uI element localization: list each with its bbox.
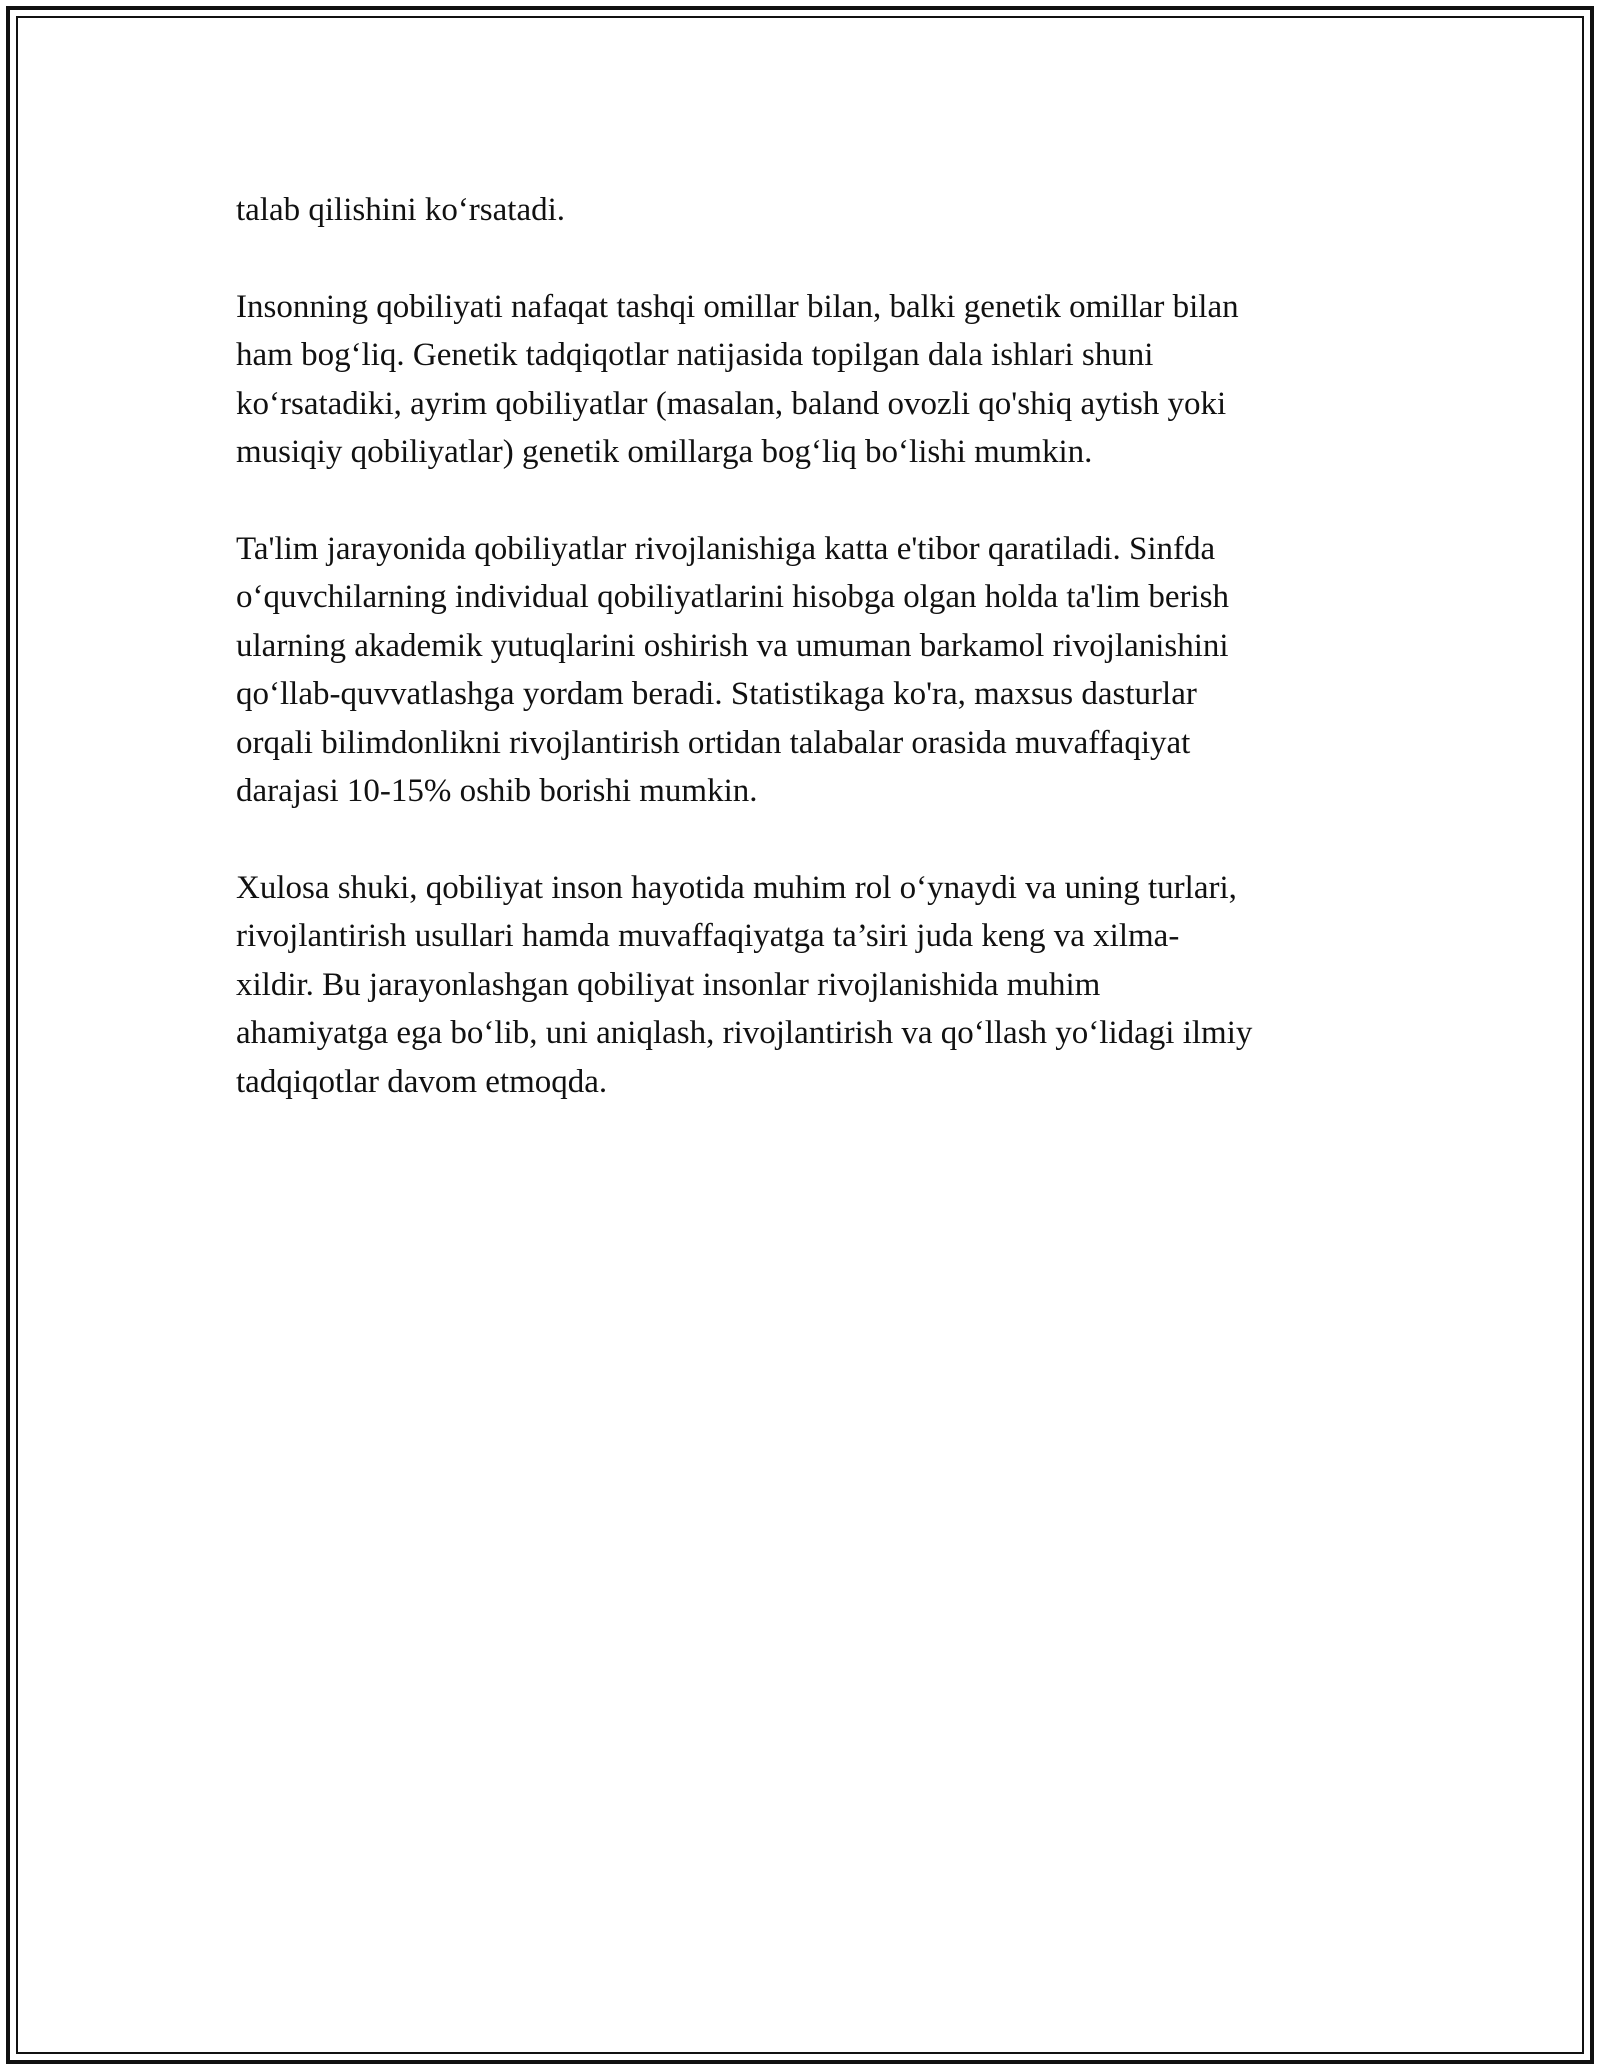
paragraph-continuation: talab qilishini ko‘rsatadi. bbox=[236, 192, 566, 228]
paragraph-genetics: Insonning qobiliyati nafaqat tashqi omillar bilan, balki genetik omillar bilan ham bog‘liq. Genetik tadqiqotlar natijasida topilgan dala ishlari shuni ko‘rsatadiki, ayrim qobiliyatlar (masalan, baland ovozli qo'shiq aytish yoki musiqiy qobiliyatlar) genetik omillarga bog‘liq bo‘lishi mumkin. bbox=[236, 288, 1239, 470]
document-body bbox=[236, 186, 1366, 1154]
paragraph-education: Ta'lim jarayonida qobiliyatlar rivojlanishiga katta e'tibor qaratiladi. Sinfda o‘quvchilarning individual qobiliyatlarini hisobga olgan holda ta'lim berish ularning akademik yutuqlarini oshirish va umuman barkamol rivojlanishini qo‘llab-quvvatlashga yordam beradi. Statistikaga ko'ra, maxsus dasturlar orqali bilimdonlikni rivojlantirish ortidan talabalar orasida muvaffaqiyat darajasi 10-15% oshib borishi mumkin. bbox=[236, 530, 1230, 809]
paragraph-conclusion: Xulosa shuki, qobiliyat inson hayotida muhim rol o‘ynaydi va uning turlari, rivojlantirish usullari hamda muvaffaqiyatga ta’siri juda keng va xilma- xildir. Bu jarayonlashgan qobiliyat insonlar rivojlanishida muhim ahamiyatga ega bo‘lib, uni aniqlash, rivojlantirish va qo‘llash yo‘lidagi ilmiy tadqiqotlar davom etmoqda. bbox=[236, 869, 1253, 1100]
